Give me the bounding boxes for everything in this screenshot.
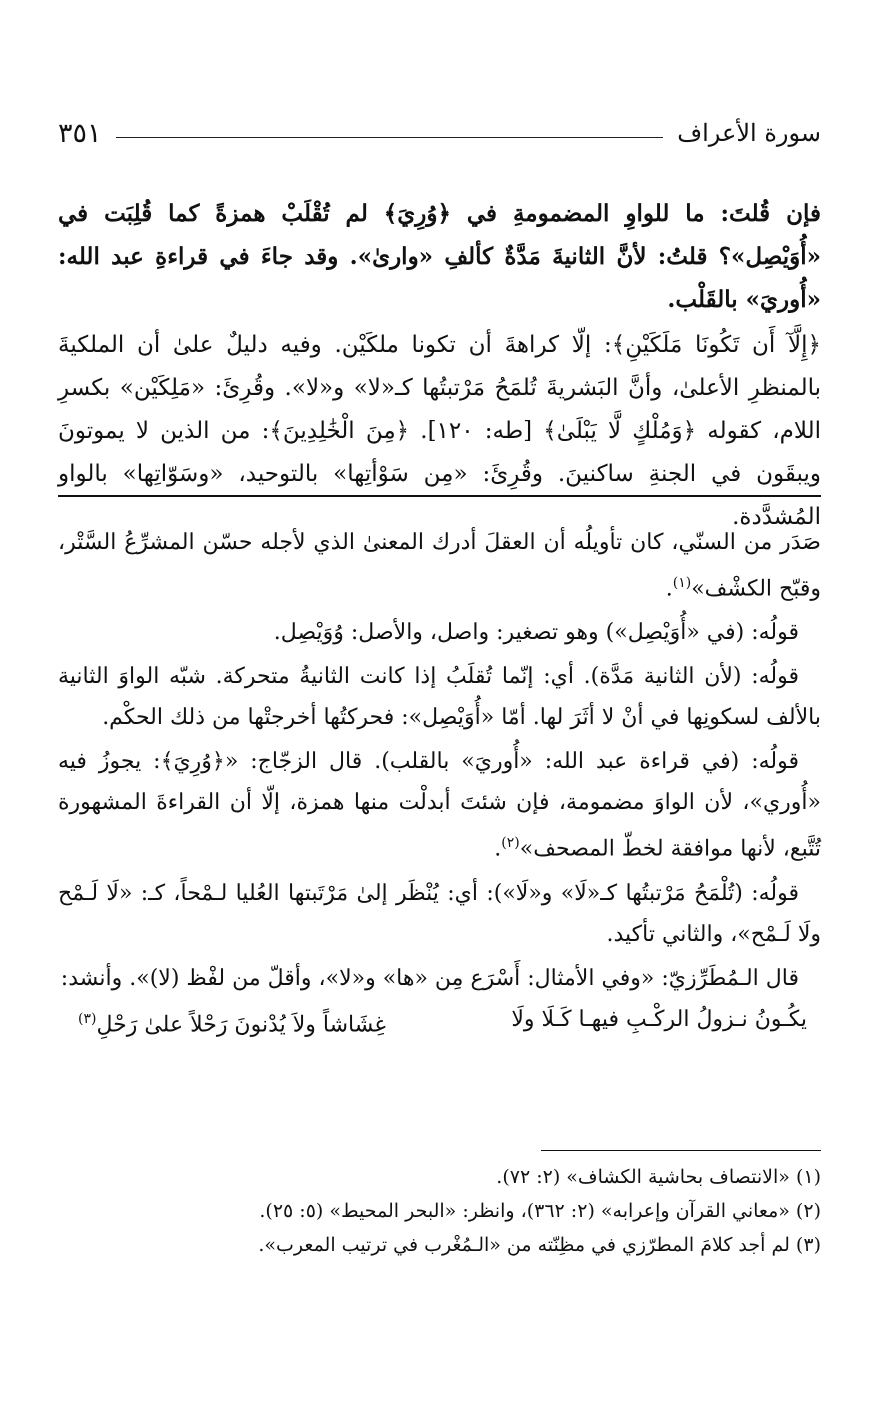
footnote-2: (٢) «معاني القرآن وإعرابه» (٢: ٣٦٢)، وانظر: «البحر المحيط» (٥: ٢٥). <box>259 1200 821 1222</box>
commentary-paragraph-6: قال الـمُطَرِّزيّ: «وفي الأمثال: أَسْرَع مِن «ها» و«لا»، وأقلّ من لفْظ (لا)». وأنشد: <box>60 965 799 991</box>
main-paragraph-2: ﴿إِلَّآ أَن تَكُونَا مَلَكَيْنِ﴾: إلّا كراهةَ أن تكونا ملكَيْن. وفيه دليلٌ علىٰ أن الملكيةَ بالمنظرِ الأعلىٰ، وأنَّ البَشريةَ تُلمَحُ مَرْتبتُها كـ«لا» و«لا». وقُرِئَ: «مَلِكَيْن» بكسرِ اللام، كقوله ﴿وَمُلْكٍ لَّا يَبْلَىٰ﴾ [طه: ١٢٠]. ﴿مِنَ الْخَٰلِدِينَ﴾: من الذين لا يموتونَ ويبقَون في الجنةِ ساكنينَ. وقُرِئَ: «مِن سَوْأتِها» بالتوحيد، «وسَوّاتِها» بالواو المُشدَّدة. <box>58 332 821 530</box>
footnote-1: (١) «الانتصاف بحاشية الكشاف» (٢: ٧٢). <box>496 1166 821 1188</box>
header-rule <box>116 137 664 138</box>
poem-first-hemistich: يكُـونُ نـزولُ الركْـبِ فيهـا كَـلَا ولَا <box>511 1006 807 1032</box>
footnote-3: (٣) لم أجد كلامَ المطرّزي في مظِنّته من «الـمُغْرب في ترتيب المعرب». <box>258 1234 821 1256</box>
commentary-paragraph-5: قولُه: (تُلْمَحُ مَرْتبتُها كـ«لَا» و«لَا»): أي: يُنْظَر إلىٰ مَرْتَبتها العُليا لـمْحاً، كـ: «لَا لَـمْح ولَا لَـمْح»، والثاني تأكيد. <box>58 880 821 947</box>
commentary-paragraph-4: قولُه: (في قراءة عبد الله: «أُوريَ» بالقلب). قال الزجّاج: «﴿وُرِيَ﴾: يجوزُ فيه «أُوري»، لأن الواوَ مضمومة، فإن شئتَ أبدلْت منها همزة، إلّا أن القراءةَ المشهورة تُتَّبع، لأنها موافقة لخطّ المصحف»$^{(٢)}$. <box>58 749 821 862</box>
surah-name: سورة الأعراف <box>677 119 821 147</box>
footnote-ref-1: (١) <box>672 575 692 591</box>
poem-verse <box>58 999 821 1045</box>
footnote-ref-2: (٢) <box>501 835 520 852</box>
book-page <box>58 0 821 1403</box>
main-paragraph-1: فإن قُلتَ: ما للواوِ المضمومةِ في ﴿وُرِيَ﴾ لم تُقْلَبْ همزةً كما قُلِبَت في «أُوَيْصِل»؟ قلتُ: لأنَّ الثانيةَ مَدَّةٌ كألفِ «وارىٰ». وقد جاءَ في قراءةِ عبد الله: «أُوريَ» بالقَلْب. <box>58 200 821 313</box>
commentary-paragraph-1: صَدَر من السنّي، كان تأويلُه أن العقلَ أدرك المعنىٰ الذي لأجله حسّن المشرِّعُ السَّتْر، وقبّح الكشْف»$^{(١)}$. <box>58 530 821 602</box>
commentary-paragraph-3: قولُه: (لأن الثانية مَدَّة). أي: إنّما تُقلَبُ إذا كانت الثانيةُ متحركة. شبّه الواوَ الثانية بالألف لسكونِها في أنْ لا أثَرَ لها. أمّا «أُوَيْصِل»: فحركتُها أخرجتْها من ذلك الحكْم. <box>58 664 821 731</box>
poem-second-hemistich: غِشَاشاً ولاَ يُدْنونَ رَحْلاً علىٰ رَحْلِ$^{(٣)}$ <box>78 1010 386 1037</box>
footnotes <box>58 1160 821 1262</box>
footnote-ref-3: (٣) <box>78 1010 97 1027</box>
text-divider <box>58 495 821 497</box>
page-number: ٣٥١ <box>58 117 102 149</box>
footnote-rule <box>541 1150 821 1151</box>
commentary <box>58 522 821 1045</box>
page-header <box>58 113 821 153</box>
commentary-paragraph-2: قولُه: (في «أُوَيْصِل») وهو تصغير: واصل، والأصل: وُوَيْصِل. <box>273 620 799 646</box>
main-text <box>58 192 821 539</box>
